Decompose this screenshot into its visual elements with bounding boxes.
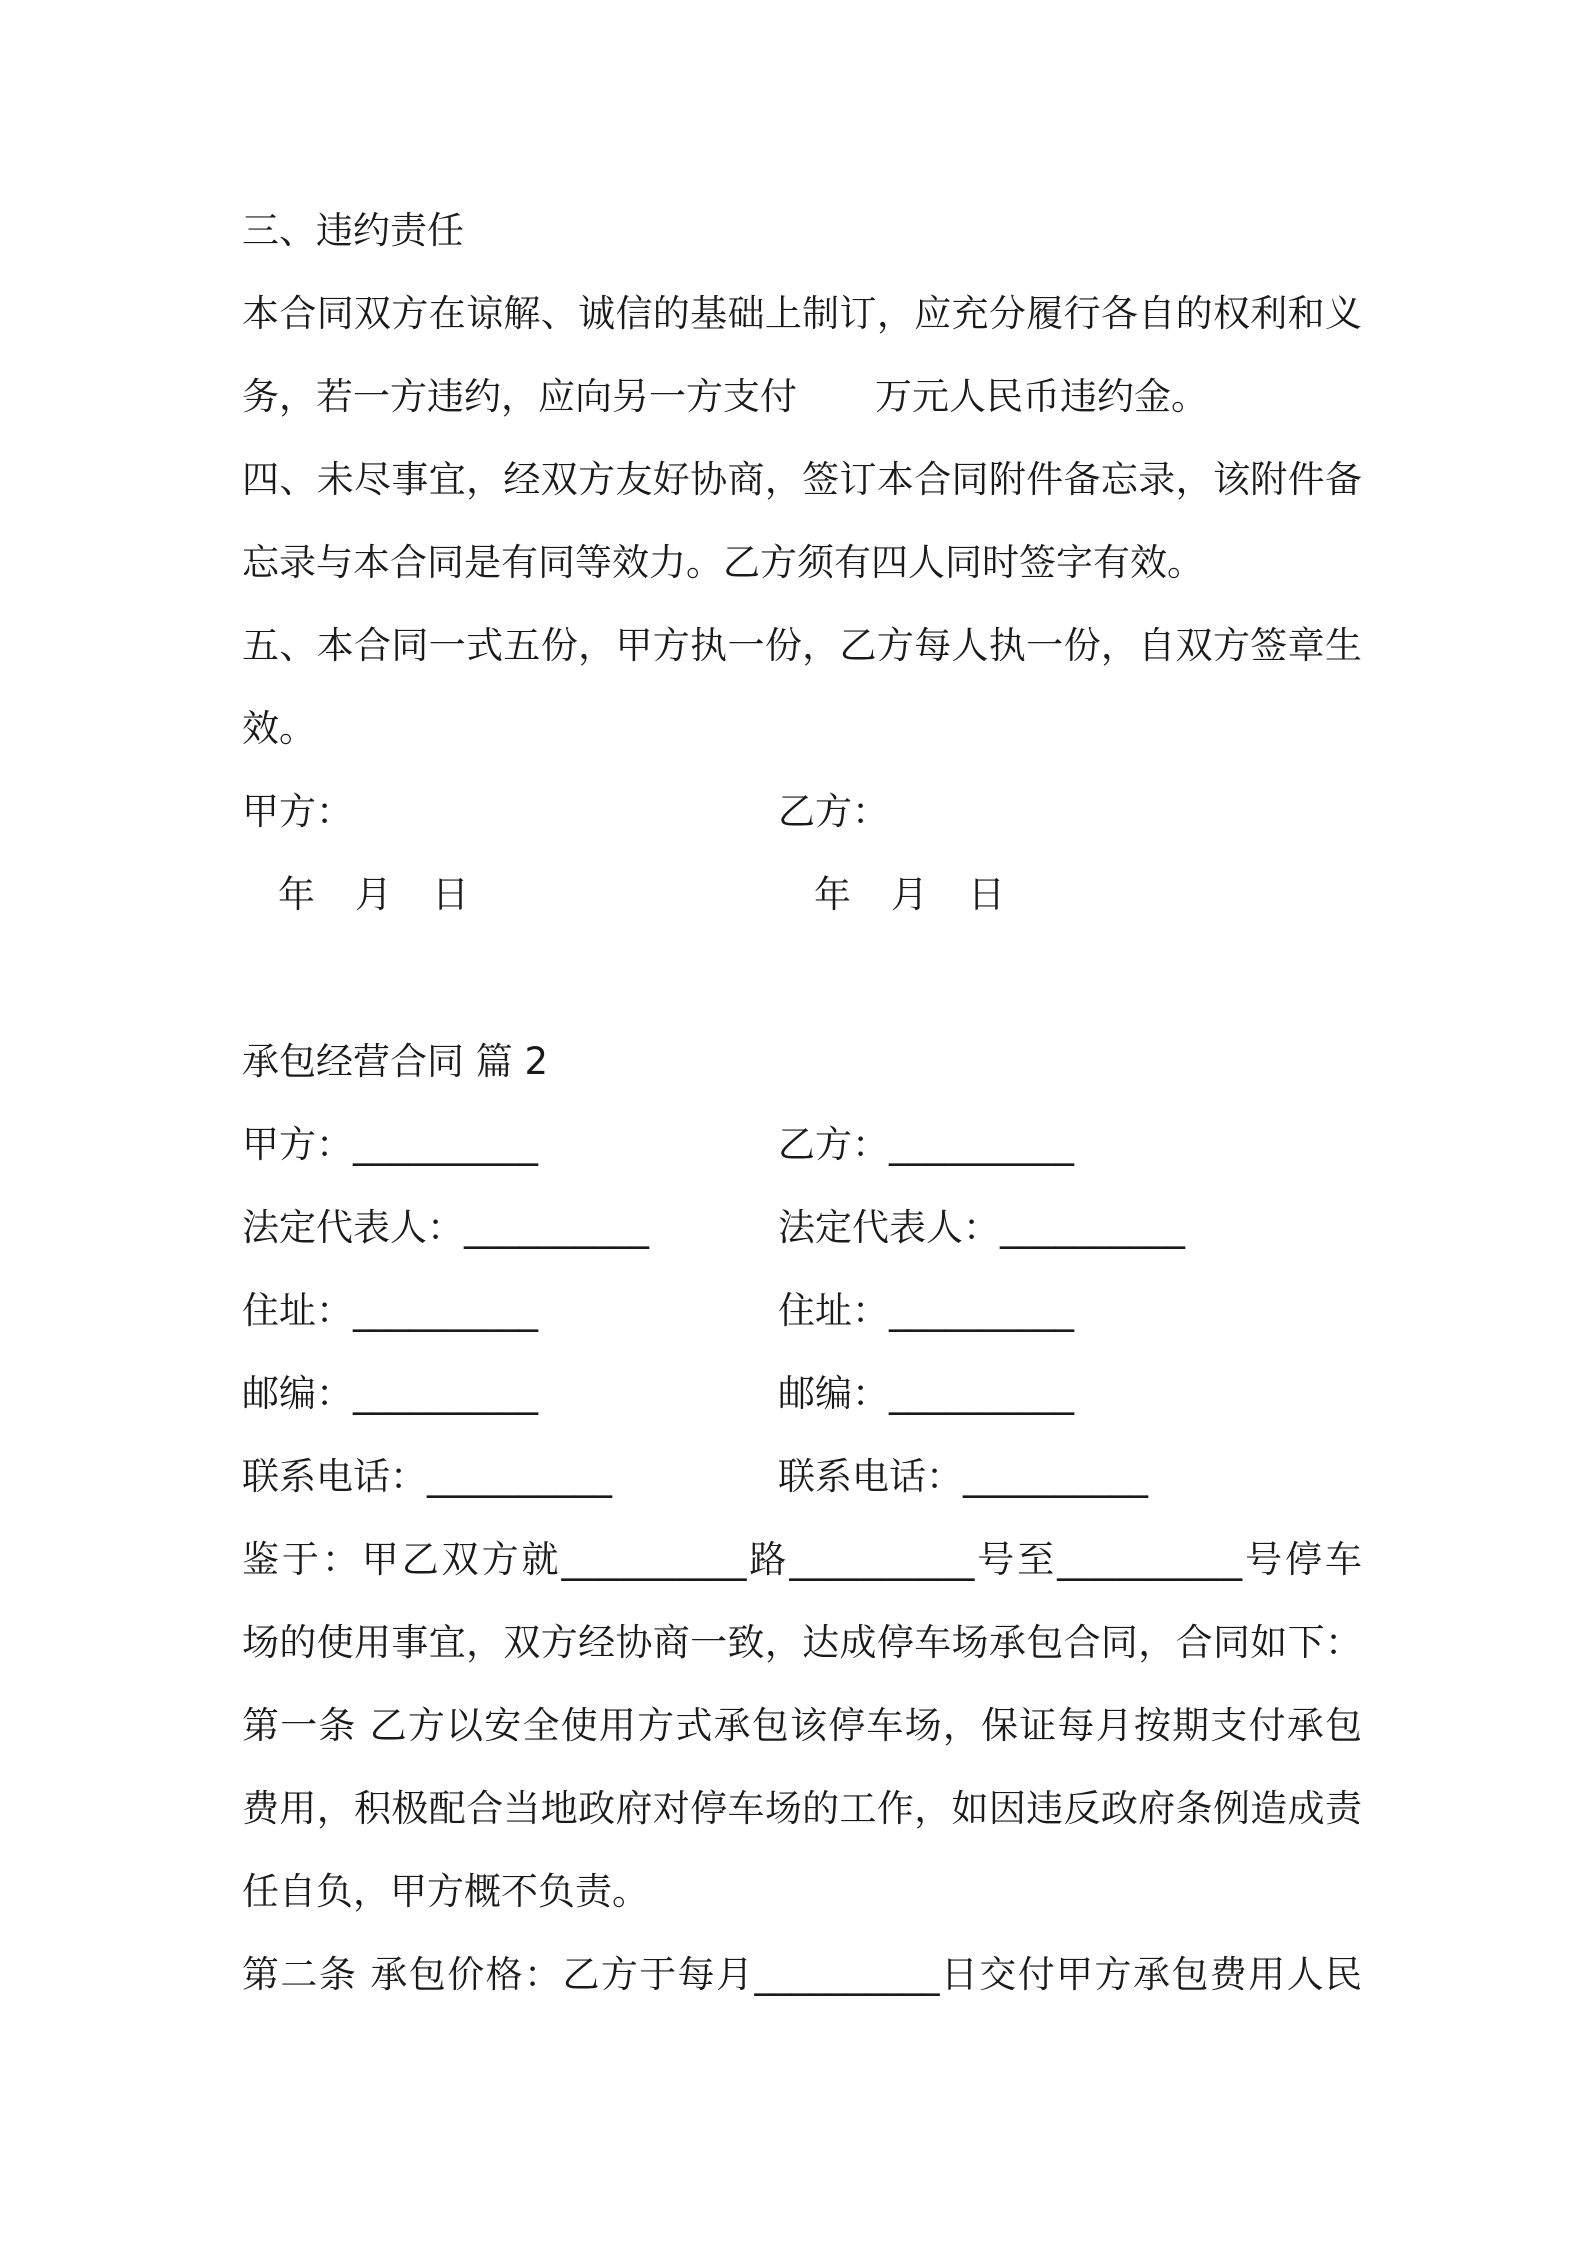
address-b-field: 住址：__________ bbox=[778, 1289, 1074, 1332]
date-month-label: 月 bbox=[355, 873, 392, 916]
date-year-label: 年 bbox=[814, 873, 851, 916]
section4-line1: 四、未尽事宜，经双方友好协商，签订本合同附件备忘录，该附件备 bbox=[242, 458, 1362, 501]
date-year-label: 年 bbox=[278, 873, 315, 916]
article1-line1: 第一条 乙方以安全使用方式承包该停车场，保证每月按期支付承包 bbox=[242, 1704, 1362, 1747]
section5-line2: 效。 bbox=[242, 707, 316, 750]
contract2-title: 承包经营合同 篇 2 bbox=[242, 1040, 549, 1083]
phone-a-field: 联系电话：__________ bbox=[242, 1455, 612, 1498]
postcode-b-field: 邮编：__________ bbox=[778, 1372, 1074, 1415]
section3-heading: 三、违约责任 bbox=[242, 209, 464, 252]
whereas-line1: 鉴于：甲乙双方就__________路__________号至__________号停车 bbox=[242, 1538, 1362, 1581]
signature-party-a-label: 甲方： bbox=[242, 790, 353, 833]
section4-line2: 忘录与本合同是有同等效力。乙方须有四人同时签字有效。 bbox=[242, 541, 1204, 584]
address-a-field: 住址：__________ bbox=[242, 1289, 538, 1332]
penalty-text-before: 务，若一方违约，应向另一方支付 bbox=[242, 375, 797, 418]
phone-b-field: 联系电话：__________ bbox=[778, 1455, 1148, 1498]
date-day-label: 日 bbox=[432, 873, 469, 916]
article1-line2: 费用，积极配合当地政府对停车场的工作，如因违反政府条例造成责 bbox=[242, 1787, 1362, 1830]
section5-line1: 五、本合同一式五份，甲方执一份，乙方每人执一份，自双方签章生 bbox=[242, 624, 1362, 667]
penalty-text-after: 万元人民币违约金。 bbox=[875, 375, 1208, 418]
postcode-a-field: 邮编：__________ bbox=[242, 1372, 538, 1415]
signature-party-b-label: 乙方： bbox=[778, 790, 889, 833]
section3-paragraph-line1: 本合同双方在谅解、诚信的基础上制订，应充分履行各自的权利和义 bbox=[242, 292, 1362, 335]
legal-rep-b-field: 法定代表人：__________ bbox=[778, 1206, 1185, 1249]
signature-date-a bbox=[278, 870, 469, 920]
article2-line1: 第二条 承包价格：乙方于每月__________日交付甲方承包费用人民 bbox=[242, 1953, 1362, 1996]
party-a-field: 甲方：__________ bbox=[242, 1123, 538, 1166]
date-day-label: 日 bbox=[968, 873, 1005, 916]
date-month-label: 月 bbox=[891, 873, 928, 916]
section3-paragraph-line2 bbox=[242, 372, 1362, 422]
whereas-line2: 场的使用事宜，双方经协商一致，达成停车场承包合同，合同如下： bbox=[242, 1621, 1362, 1664]
legal-rep-a-field: 法定代表人：__________ bbox=[242, 1206, 649, 1249]
party-b-field: 乙方：__________ bbox=[778, 1123, 1074, 1166]
article1-line3: 任自负，甲方概不负责。 bbox=[242, 1870, 649, 1913]
signature-date-b bbox=[814, 870, 1005, 920]
